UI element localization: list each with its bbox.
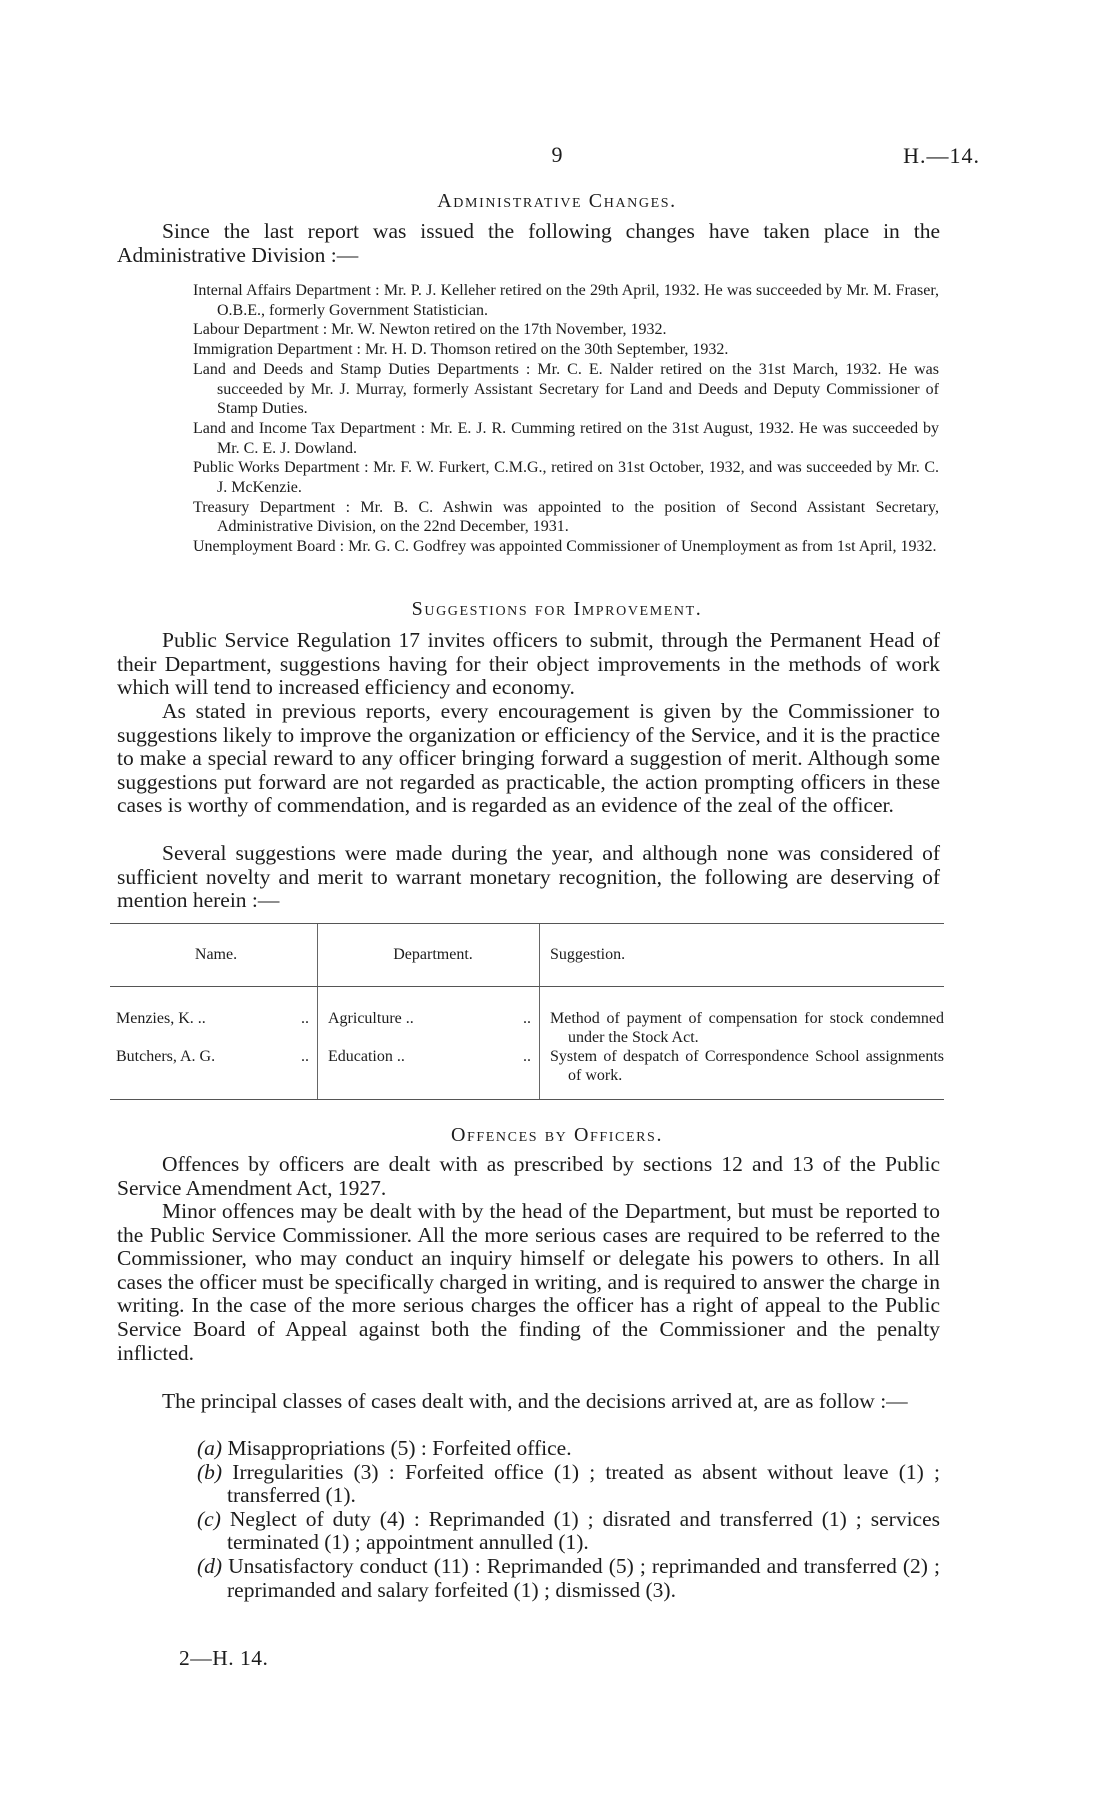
offence-case-item [197,1437,940,1461]
admin-changes-list [193,281,939,557]
table-cell-department [318,987,540,1048]
section-heading-administrative-changes: Administrative Changes. [437,190,677,212]
admin-change-item: Immigration Department : Mr. H. D. Thomson retired on the 30th September, 1932. [193,341,729,359]
case-text: Neglect of duty (4) : Reprimanded (1) ; disrated and transferred (1) ; services terminated (1) ; appointment annulled (1). [227,1506,940,1555]
case-label: (c) [197,1506,221,1531]
table-cell-name-text: Butchers, A. G. [116,1048,216,1065]
offence-case-item [197,1461,940,1508]
table-cell-name [110,1047,318,1100]
suggestions-paragraph-3 [117,842,940,913]
case-text: Misappropriations (5) : Forfeited office. [227,1436,572,1460]
table-cell-department-text: Agriculture .. [328,1010,414,1027]
leader-dots: .. [523,1010,531,1027]
suggestions-paragraph-1 [117,629,940,700]
table-row [110,1047,944,1100]
offences-paragraph-3 [117,1390,940,1414]
table-cell-name [110,987,318,1048]
suggestions-text-2: As stated in previous reports, every encouragement is given by the Commissioner to suggestions likely to improve the organization or efficiency of the Service, and it is the practice to make a special reward to any officer bringing forward a suggestion of merit. Although some suggestions put forward are not regarded as practicable, the action prompting officers in these cases is worthy of commendation, and is regarded as an evidence of the zeal of the officer. [117,699,940,818]
offences-text-3: The principal classes of cases dealt with, and the decisions arrived at, are as follow :— [162,1389,908,1413]
offences-paragraph-1 [117,1153,940,1200]
table-header-department: Department. [318,924,540,987]
table-cell-department [318,1047,540,1100]
table-row [110,987,944,1048]
case-text: Unsatisfactory conduct (11) : Reprimanded (5) ; reprimanded and transferred (2) ; reprimanded and salary forfeited (1) ; dismissed (3). [227,1553,941,1602]
leader-dots: .. [301,1048,309,1065]
offences-text-2: Minor offences may be dealt with by the head of the Department, but must be reported to the Public Service Commissioner. All the more serious cases are required to be referred to the Commissioner, who may conduct an inquiry himself or delegate his powers to others. In all cases the officer must be specifically charged in writing, and is required to answer the charge in writing. In the case of the more serious charges the officer has a right of appeal to the Public Service Board of Appeal against both the finding of the Commissioner and the penalty inflicted. [117,1199,940,1365]
offence-case-item [197,1555,940,1602]
case-label: (b) [197,1459,223,1484]
table-cell-suggestion-text: Method of payment of compensation for stock condemned under the Stock Act. [550,1010,944,1046]
case-label: (a) [197,1436,223,1460]
table-cell-suggestion-text: System of despatch of Correspondence School assignments of work. [550,1048,944,1084]
suggestions-paragraph-2 [117,700,940,818]
offences-text-1: Offences by officers are dealt with as prescribed by sections 12 and 13 of the Public Service Amendment Act, 1927. [117,1152,940,1200]
case-label: (d) [197,1553,223,1578]
admin-change-item: Treasury Department : Mr. B. C. Ashwin was appointed to the position of Second Assistant Secretary, Administrative Division, on the 22nd December, 1931. [193,498,939,536]
admin-change-item: Land and Deeds and Stamp Duties Departments : Mr. C. E. Nalder retired on the 31st March, 1932. He was succeeded by Mr. J. Murray, formerly Assistant Secretary for Land and Deeds and Deputy Commissioner of Stamp Duties. [193,360,939,418]
leader-dots: .. [523,1048,531,1065]
admin-intro-text: Since the last report was issued the following changes have taken place in the Administrative Division :— [117,219,940,267]
admin-change-item: Unemployment Board : Mr. G. C. Godfrey was appointed Commissioner of Unemployment as from 1st April, 1932. [193,538,937,556]
suggestions-text-3: Several suggestions were made during the year, and although none was considered of sufficient novelty and merit to warrant monetary recognition, the following are deserving of mention herein :— [117,841,940,913]
table-cell-suggestion [540,1047,945,1100]
paper-reference: H.—14. [903,143,980,168]
section-heading-suggestions: Suggestions for Improvement. [411,598,703,620]
offence-case-item [197,1508,940,1555]
leader-dots: .. [301,1010,309,1027]
suggestions-text-1: Public Service Regulation 17 invites officers to submit, through the Permanent Head of their Department, suggestions having for their object improvements in the methods of work which will tend to increased efficiency and economy. [117,628,940,700]
admin-intro [117,220,940,267]
table-header-name: Name. [110,924,318,987]
page-footer-signature: 2—H. 14. [179,1646,269,1670]
table-cell-suggestion [540,987,945,1048]
admin-change-item: Land and Income Tax Department : Mr. E. J. R. Cumming retired on the 31st August, 1932. He was succeeded by Mr. C. E. J. Dowland. [193,419,939,457]
table-cell-name-text: Menzies, K. .. [116,1010,206,1027]
admin-change-item: Labour Department : Mr. W. Newton retired on the 17th November, 1932. [193,321,667,339]
offences-paragraph-2 [117,1200,940,1365]
table-cell-department-text: Education .. [328,1048,405,1065]
offence-cases-list [197,1437,940,1602]
section-heading-offences: Offences by Officers. [450,1124,664,1146]
admin-change-item: Public Works Department : Mr. F. W. Furkert, C.M.G., retired on 31st October, 1932, and was succeeded by Mr. C. J. McKenzie. [193,459,939,497]
page-number: 9 [551,142,563,167]
case-text: Irregularities (3) : Forfeited office (1) ; treated as absent without leave (1) ; transferred (1). [227,1459,940,1508]
table-header-suggestion: Suggestion. [540,924,945,987]
table-header-row [110,924,944,987]
admin-change-item: Internal Affairs Department : Mr. P. J. Kelleher retired on the 29th April, 1932. He was succeeded by Mr. M. Fraser, O.B.E., formerly Government Statistician. [193,282,939,319]
suggestions-table [110,923,944,1100]
